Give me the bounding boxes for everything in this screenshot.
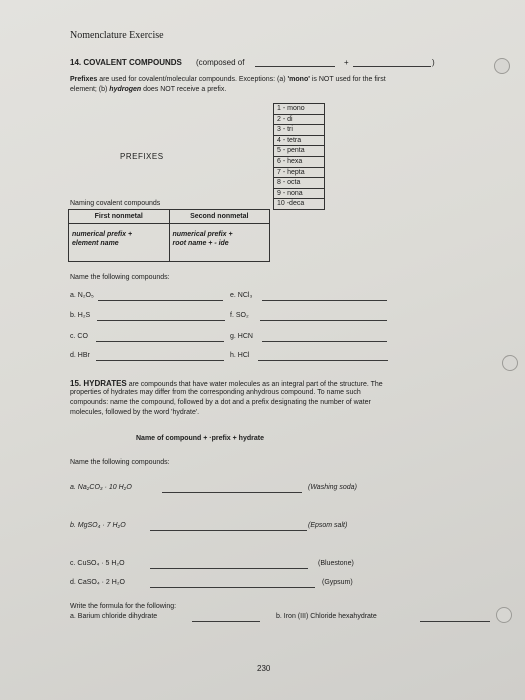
col2-header: Second nonmetal bbox=[169, 210, 270, 224]
prefix-rule-text: does NOT receive a prefix. bbox=[141, 86, 227, 93]
answer-line[interactable] bbox=[262, 341, 387, 342]
hydrate-label: a. Na₂CO₃ · 10 H₂O bbox=[70, 484, 132, 491]
section-14-heading-paren: (composed of bbox=[196, 58, 245, 67]
section-15-line-3: compounds: name the compound, followed by a dot and a prefix designating the number of water bbox=[70, 399, 371, 406]
prefix-row: 6 - hexa bbox=[274, 157, 324, 168]
binder-hole bbox=[496, 607, 512, 623]
section-15-text: are compounds that have water molecules as an integral part of the structure. The bbox=[126, 381, 383, 388]
page-number: 230 bbox=[257, 664, 271, 673]
prefix-row: 2 - di bbox=[274, 115, 324, 126]
col1-body: numerical prefix + element name bbox=[72, 231, 133, 247]
prefix-rule-text: are used for covalent/molecular compounds. Exceptions: (a) bbox=[97, 76, 288, 83]
hydrate-label: b. MgSO₄ · 7 H₂O bbox=[70, 522, 126, 529]
naming-label: Naming covalent compounds bbox=[70, 200, 161, 207]
section-15-heading: 15. HYDRATES bbox=[70, 379, 127, 388]
hydrate-label: c. CuSO₄ · 5 H₂O bbox=[70, 560, 125, 567]
prefix-row: 7 - hepta bbox=[274, 168, 324, 179]
answer-line[interactable] bbox=[420, 621, 490, 622]
section-15-line-2: properties of hydrates may differ from the corresponding anhydrous compound. To name such bbox=[70, 389, 361, 396]
answer-line[interactable] bbox=[258, 360, 388, 361]
prefix-rule-line-2 bbox=[70, 86, 226, 93]
mono-word: 'mono' bbox=[287, 76, 310, 83]
answer-line[interactable] bbox=[150, 587, 315, 588]
formula-item-b: b. Iron (III) Chloride hexahydrate bbox=[276, 613, 377, 620]
answer-line[interactable] bbox=[150, 568, 308, 569]
col1-header: First nonmetal bbox=[69, 210, 169, 224]
answer-line[interactable] bbox=[96, 341, 224, 342]
hydrate-hint: (Washing soda) bbox=[308, 484, 357, 491]
prefix-row: 3 - tri bbox=[274, 125, 324, 136]
hydrate-label: d. CaSO₄ · 2 H₂O bbox=[70, 579, 125, 586]
close-paren: ) bbox=[432, 58, 435, 67]
section-15-instruction: Name the following compounds: bbox=[70, 459, 170, 466]
prefixes-label: PREFIXES bbox=[120, 152, 164, 161]
compound-label: b. H₂S bbox=[70, 312, 91, 319]
section-15-line-1 bbox=[70, 379, 383, 388]
prefix-row: 8 - octa bbox=[274, 178, 324, 189]
hydrate-hint: (Epsom salt) bbox=[308, 522, 348, 529]
answer-line[interactable] bbox=[96, 360, 224, 361]
compound-label: c. CO bbox=[70, 333, 88, 340]
hydrate-hint: (Bluestone) bbox=[318, 560, 354, 567]
prefix-rule-line-1 bbox=[70, 76, 386, 83]
section-14-heading: 14. COVALENT COMPOUNDS bbox=[70, 58, 182, 67]
formula-instruction: Write the formula for the following: bbox=[70, 603, 177, 610]
page-title: Nomenclature Exercise bbox=[70, 30, 164, 41]
compound-label: h. HCl bbox=[230, 352, 250, 359]
formula-item-a: a. Barium chloride dihydrate bbox=[70, 613, 158, 620]
section-15-line-4: molecules, followed by the word 'hydrate'. bbox=[70, 409, 200, 416]
compound-label: d. HBr bbox=[70, 352, 90, 359]
answer-line[interactable] bbox=[97, 320, 225, 321]
hydrate-naming-rule: Name of compound + ·prefix + hydrate bbox=[136, 435, 264, 442]
prefix-row: 5 - penta bbox=[274, 146, 324, 157]
prefix-row: 9 - nona bbox=[274, 189, 324, 200]
prefix-row: 1 - mono bbox=[274, 104, 324, 115]
answer-line[interactable] bbox=[192, 621, 260, 622]
compound-label: g. HCN bbox=[230, 333, 253, 340]
hydrogen-word: hydrogen bbox=[109, 86, 142, 93]
hydrate-hint: (Gypsum) bbox=[322, 579, 353, 586]
answer-line[interactable] bbox=[98, 300, 223, 301]
prefix-table bbox=[273, 103, 325, 210]
blank-line bbox=[353, 66, 431, 67]
binder-hole bbox=[502, 355, 518, 371]
col2-body: numerical prefix + root name + - ide bbox=[169, 224, 270, 261]
prefix-rule-text-end: is NOT used for the first bbox=[309, 76, 386, 83]
plus-sign: + bbox=[344, 58, 349, 67]
naming-table bbox=[68, 209, 270, 262]
prefix-row: 10 -deca bbox=[277, 200, 305, 208]
prefixes-word: Prefixes bbox=[70, 76, 98, 83]
binder-hole bbox=[494, 58, 510, 74]
answer-line[interactable] bbox=[262, 300, 387, 301]
blank-line bbox=[255, 66, 335, 67]
compound-label: a. N₂O₅ bbox=[70, 292, 94, 299]
answer-line[interactable] bbox=[162, 492, 302, 493]
prefix-rule-text: element; (b) bbox=[70, 86, 110, 93]
answer-line[interactable] bbox=[150, 530, 307, 531]
answer-line[interactable] bbox=[260, 320, 387, 321]
section-14-instruction: Name the following compounds: bbox=[70, 274, 170, 281]
compound-label: f. SO₂ bbox=[230, 312, 249, 319]
compound-label: e. NCl₃ bbox=[230, 292, 253, 299]
prefix-row: 4 - tetra bbox=[274, 136, 324, 147]
